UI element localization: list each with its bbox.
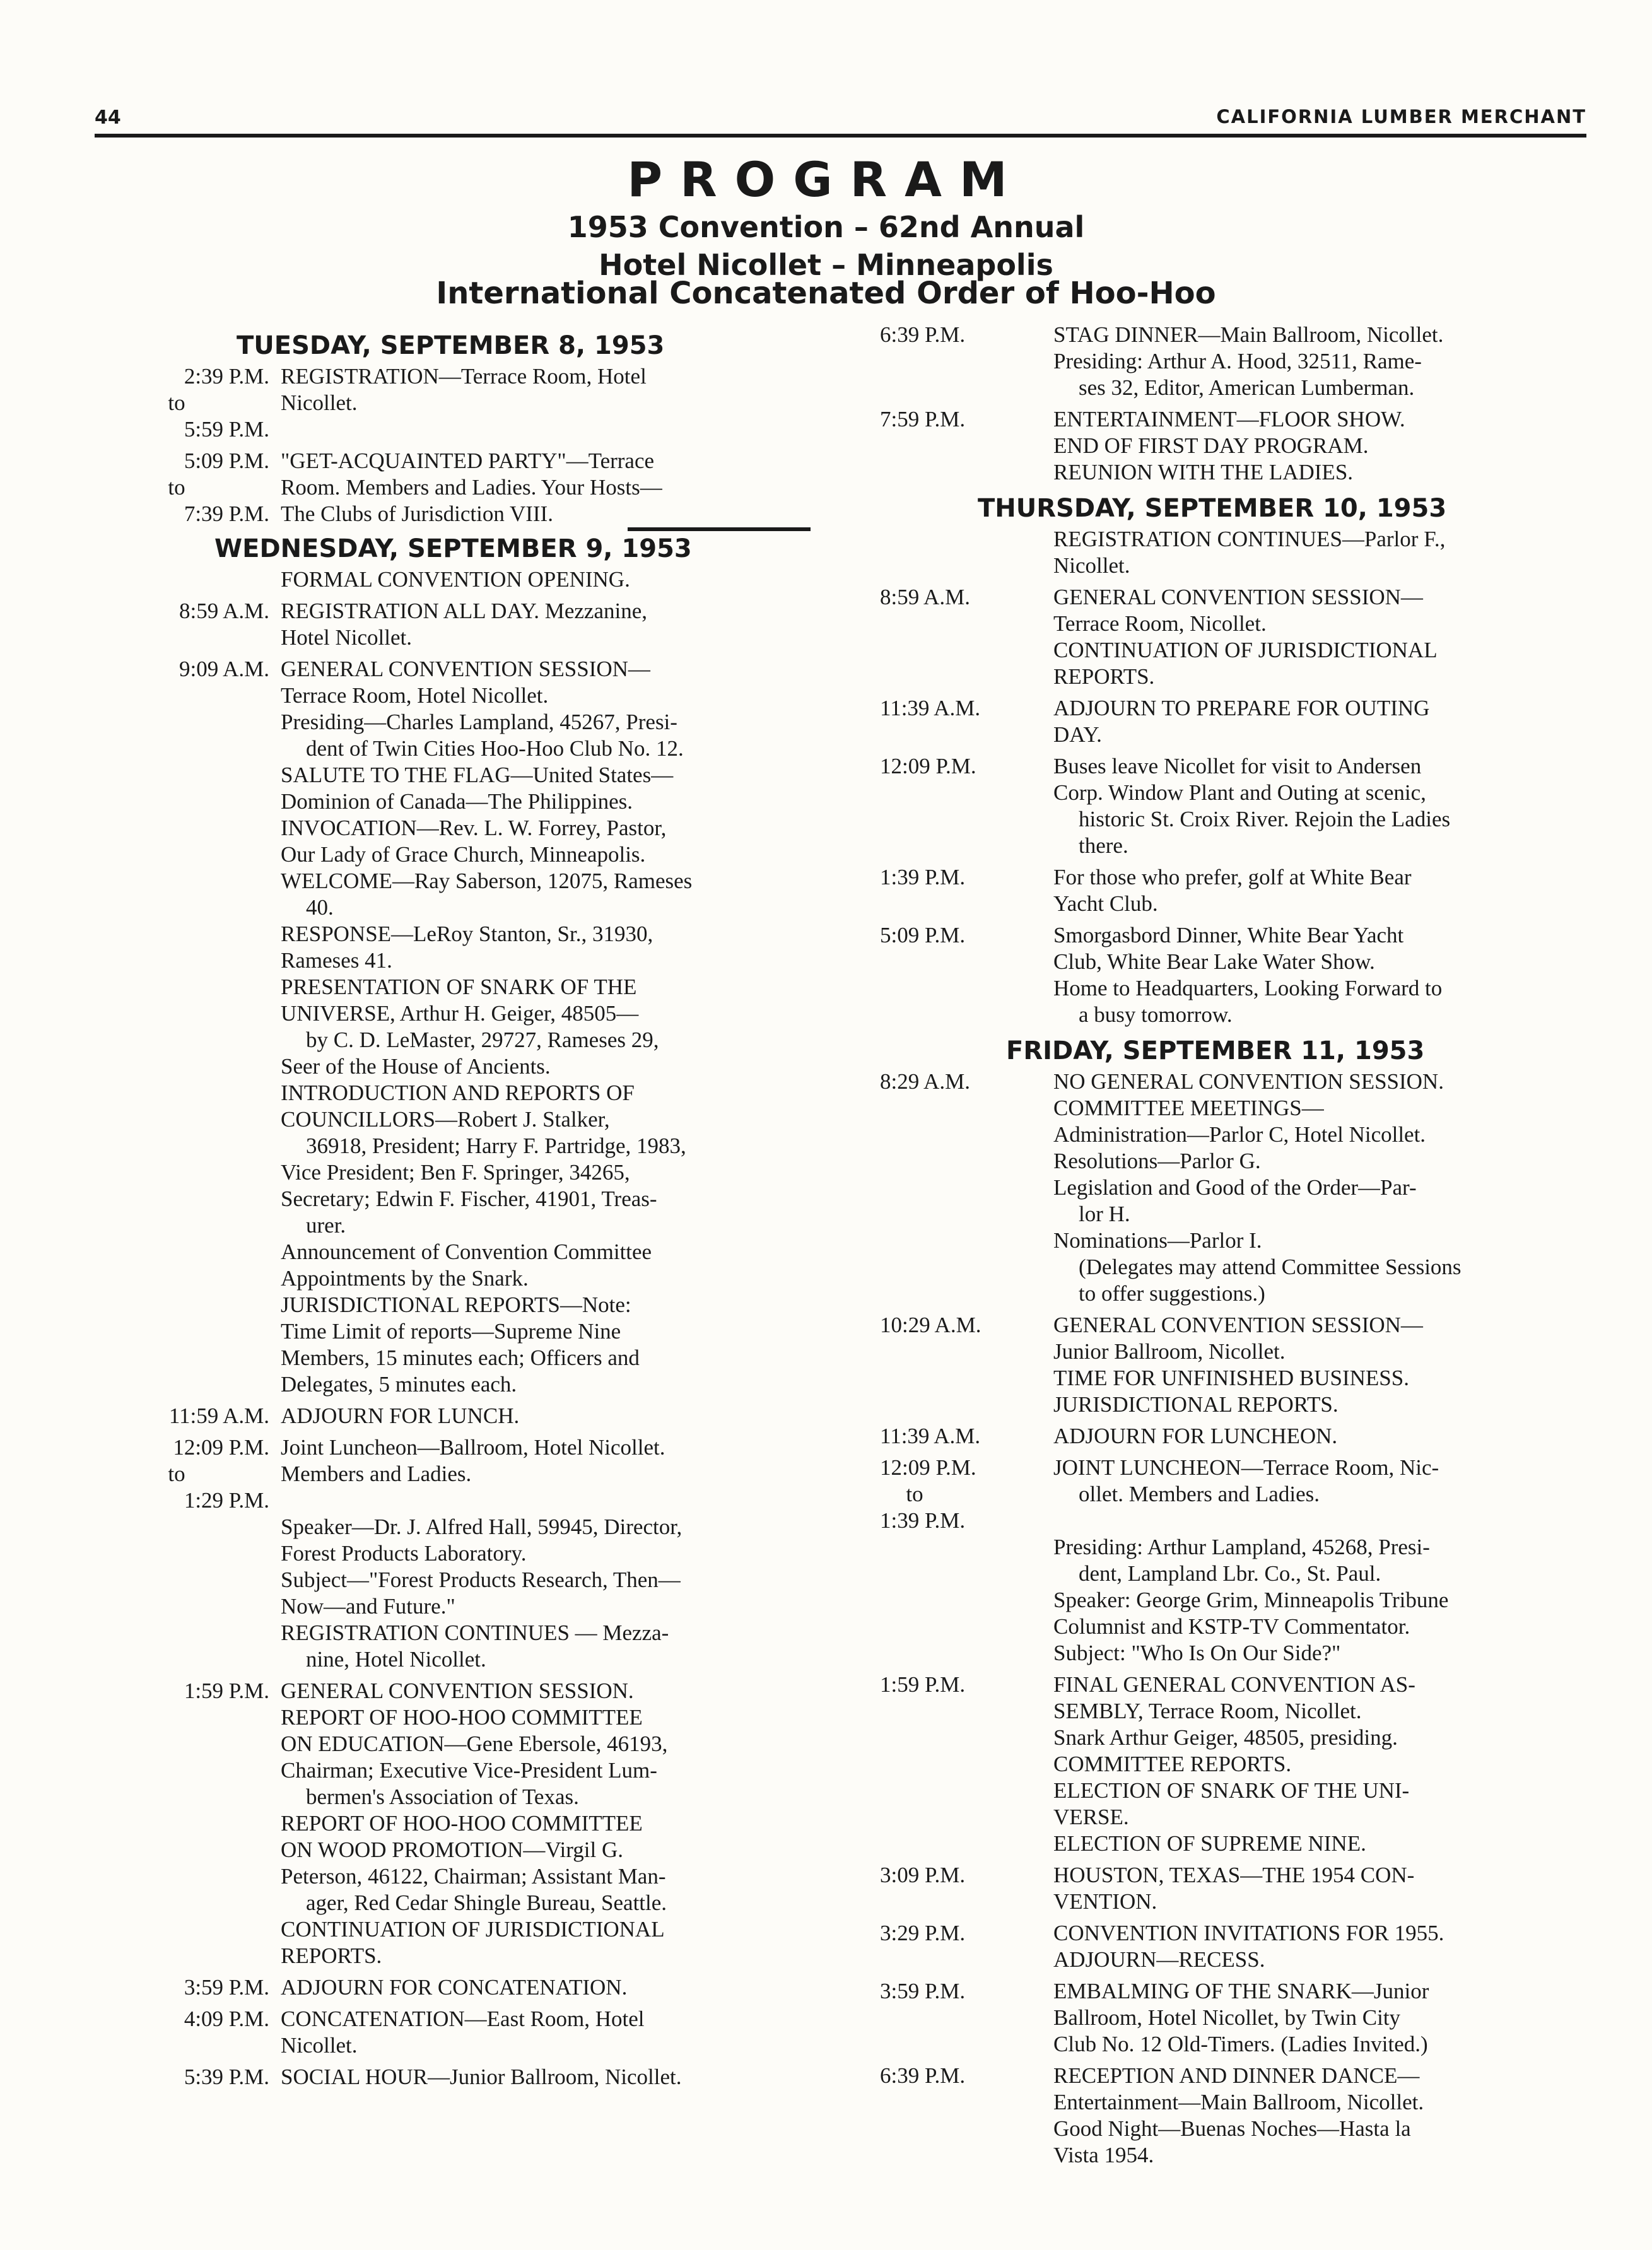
- detail-line: ollet. Members and Ladies.: [1079, 1482, 1320, 1506]
- time-text: 11:39 A.M.: [880, 696, 981, 720]
- entry-details: [1053, 1423, 1567, 1450]
- entry-details: [1053, 406, 1567, 486]
- entry-time: [880, 1069, 1053, 1307]
- schedule-entry: [880, 695, 1567, 748]
- time-text: 1:59 P.M.: [184, 1679, 269, 1703]
- detail-line: Time Limit of reports—Supreme Nine: [281, 1319, 621, 1344]
- detail-line: Junior Ballroom, Nicollet.: [1053, 1339, 1286, 1364]
- detail-line: Entertainment—Main Ballroom, Nicollet.: [1053, 2090, 1424, 2114]
- detail-line: REGISTRATION—Terrace Room, Hotel: [281, 364, 647, 389]
- detail-line: [1053, 1508, 1567, 1534]
- entry-time: [880, 753, 1053, 859]
- detail-line: 36918, President; Harry F. Partridge, 1983,: [306, 1134, 686, 1158]
- schedule-entry: [880, 1423, 1567, 1450]
- entry-time: [880, 1423, 1053, 1450]
- detail-line: CONCATENATION—East Room, Hotel: [281, 2007, 645, 2031]
- detail-line: ADJOURN TO PREPARE FOR OUTING: [1053, 696, 1430, 720]
- detail-line: ADJOURN FOR LUNCH.: [281, 1403, 520, 1428]
- day-heading-tuesday: TUESDAY, SEPTEMBER 8, 1953: [237, 331, 665, 360]
- schedule-entry: [142, 448, 811, 527]
- time-text: 1:59 P.M.: [880, 1672, 966, 1697]
- detail-line: ELECTION OF SNARK OF THE UNI-: [1053, 1778, 1410, 1803]
- detail-line: END OF FIRST DAY PROGRAM.: [1053, 433, 1369, 458]
- detail-line: dent of Twin Cities Hoo-Hoo Club No. 12.: [306, 736, 684, 761]
- detail-line: REPORTS.: [281, 1943, 382, 1968]
- detail-line: there.: [1079, 833, 1128, 858]
- schedule-entry: [880, 1978, 1567, 2058]
- schedule-entry: [880, 1455, 1567, 1667]
- detail-line: Nicollet.: [1053, 553, 1130, 578]
- magazine-title: CALIFORNIA LUMBER MERCHANT: [1216, 106, 1586, 127]
- detail-line: Speaker: George Grim, Minneapolis Tribune: [1053, 1588, 1449, 1612]
- detail-line: COMMITTEE REPORTS.: [1053, 1752, 1292, 1776]
- time-text: 3:09 P.M.: [880, 1863, 966, 1887]
- detail-line: Room. Members and Ladies. Your Hosts—: [281, 475, 662, 500]
- detail-line: ELECTION OF SUPREME NINE.: [1053, 1831, 1366, 1856]
- entry-time: [142, 566, 281, 593]
- time-text: 6:39 P.M.: [880, 2063, 966, 2088]
- entry-details: [1053, 584, 1567, 690]
- schedule-entry: [142, 1974, 811, 2001]
- entry-details: [281, 598, 811, 651]
- time-text: 8:59 A.M.: [179, 599, 269, 623]
- detail-line: Delegates, 5 minutes each.: [281, 1372, 517, 1397]
- detail-line: REGISTRATION ALL DAY. Mezzanine,: [281, 599, 648, 623]
- detail-line: Ballroom, Hotel Nicollet, by Twin City: [1053, 2005, 1401, 2030]
- detail-line: SOCIAL HOUR—Junior Ballroom, Nicollet.: [281, 2065, 682, 2089]
- entry-details: [281, 448, 811, 527]
- entry-time: [880, 1312, 1053, 1418]
- detail-line: REUNION WITH THE LADIES.: [1053, 460, 1354, 484]
- entry-time: [142, 2064, 281, 2090]
- detail-line: SALUTE TO THE FLAG—United States—: [281, 763, 674, 787]
- schedule-entry: [880, 1312, 1567, 1418]
- detail-line: CONTINUATION OF JURISDICTIONAL: [281, 1917, 665, 1942]
- time-text: to: [168, 475, 185, 500]
- detail-line: ager, Red Cedar Shingle Bureau, Seattle.: [306, 1890, 667, 1915]
- detail-line: Subject—"Forest Products Research, Then—: [281, 1567, 681, 1592]
- entry-time: [880, 322, 1053, 401]
- entry-time: [142, 448, 281, 527]
- detail-line: INVOCATION—Rev. L. W. Forrey, Pastor,: [281, 816, 667, 840]
- schedule-entry: [880, 584, 1567, 690]
- entry-time: [142, 1434, 281, 1673]
- entry-time: [880, 584, 1053, 690]
- detail-line: Presiding: Arthur Lampland, 45268, Presi-: [1053, 1535, 1430, 1559]
- entry-details: [281, 1403, 811, 1429]
- organization-line: International Concatenated Order of Hoo-Hoo: [436, 276, 1216, 311]
- detail-line: 40.: [306, 895, 334, 920]
- entry-details: [281, 2064, 811, 2090]
- detail-line: CONTINUATION OF JURISDICTIONAL: [1053, 638, 1438, 662]
- entry-time: [142, 1403, 281, 1429]
- detail-line: by C. D. LeMaster, 29727, Rameses 29,: [306, 1028, 659, 1052]
- detail-line: Terrace Room, Nicollet.: [1053, 611, 1267, 636]
- entry-time: [880, 1978, 1053, 2058]
- entry-details: [1053, 695, 1567, 748]
- detail-line: FINAL GENERAL CONVENTION AS-: [1053, 1672, 1415, 1697]
- entry-details: [281, 363, 811, 443]
- entry-details: [1053, 1672, 1567, 1857]
- schedule-entry: [880, 864, 1567, 917]
- page-header: [95, 88, 1586, 138]
- detail-line: Club, White Bear Lake Water Show.: [1053, 949, 1375, 974]
- entry-details: [281, 1678, 811, 1969]
- entry-time: [880, 2063, 1053, 2169]
- detail-line: TIME FOR UNFINISHED BUSINESS.: [1053, 1366, 1409, 1390]
- schedule-entry: [142, 1678, 811, 1969]
- detail-line: lor H.: [1079, 1202, 1130, 1226]
- detail-line: GENERAL CONVENTION SESSION.: [281, 1679, 634, 1703]
- detail-line: Rameses 41.: [281, 948, 392, 973]
- detail-line: Vice President; Ben F. Springer, 34265,: [281, 1160, 630, 1185]
- entry-details: [281, 566, 811, 593]
- detail-line: GENERAL CONVENTION SESSION—: [1053, 585, 1423, 609]
- detail-line: JOINT LUNCHEON—Terrace Room, Nic-: [1053, 1455, 1439, 1480]
- detail-line: ADJOURN—RECESS.: [1053, 1947, 1265, 1972]
- detail-line: ses 32, Editor, American Lumberman.: [1079, 375, 1415, 400]
- day-heading-thursday: THURSDAY, SEPTEMBER 10, 1953: [978, 494, 1447, 523]
- time-text: 6:39 P.M.: [880, 322, 966, 347]
- detail-line: (Delegates may attend Committee Sessions: [1079, 1255, 1462, 1279]
- detail-line: Columnist and KSTP-TV Commentator.: [1053, 1614, 1410, 1639]
- detail-line: Administration—Parlor C, Hotel Nicollet.: [1053, 1122, 1426, 1147]
- entry-time: [880, 406, 1053, 486]
- time-text: 7:39 P.M.: [184, 501, 269, 526]
- schedule-entry: [142, 598, 811, 651]
- time-text: 1:39 P.M.: [880, 1508, 966, 1533]
- detail-line: ON EDUCATION—Gene Ebersole, 46193,: [281, 1731, 668, 1756]
- schedule-entry: [142, 566, 811, 593]
- schedule-entry: [880, 322, 1567, 401]
- detail-line: FORMAL CONVENTION OPENING.: [281, 567, 630, 592]
- detail-line: Snark Arthur Geiger, 48505, presiding.: [1053, 1725, 1398, 1750]
- detail-line: NO GENERAL CONVENTION SESSION.: [1053, 1069, 1444, 1094]
- detail-line: Nominations—Parlor I.: [1053, 1228, 1262, 1253]
- detail-line: Legislation and Good of the Order—Par-: [1053, 1175, 1417, 1200]
- detail-line: Yacht Club.: [1053, 891, 1158, 916]
- detail-line: REGISTRATION CONTINUES—Parlor F.,: [1053, 527, 1446, 551]
- schedule-entry: [142, 2006, 811, 2059]
- detail-line: Club No. 12 Old-Timers. (Ladies Invited.): [1053, 2032, 1428, 2056]
- detail-line: Vista 1954.: [1053, 2143, 1154, 2167]
- detail-line: bermen's Association of Texas.: [306, 1784, 579, 1809]
- entry-details: [1053, 526, 1567, 579]
- schedule-entry: [880, 1672, 1567, 1857]
- time-text: 8:29 A.M.: [880, 1069, 970, 1094]
- entry-details: [1053, 1862, 1567, 1915]
- time-text: 5:09 P.M.: [880, 923, 966, 947]
- time-text: 5:09 P.M.: [184, 448, 269, 473]
- detail-line: GENERAL CONVENTION SESSION—: [281, 657, 650, 681]
- entry-time: [142, 656, 281, 1398]
- detail-line: RESPONSE—LeRoy Stanton, Sr., 31930,: [281, 922, 653, 946]
- detail-line: Corp. Window Plant and Outing at scenic,: [1053, 780, 1426, 805]
- detail-line: Presiding: Arthur A. Hood, 32511, Rame-: [1053, 349, 1422, 373]
- entry-time: [142, 2006, 281, 2059]
- detail-line: ADJOURN FOR LUNCHEON.: [1053, 1424, 1338, 1448]
- schedule-entry: [880, 922, 1567, 1028]
- schedule-entry: [142, 1434, 811, 1673]
- time-text: to: [168, 1462, 185, 1486]
- entry-details: [281, 1434, 811, 1673]
- detail-line: COMMITTEE MEETINGS—: [1053, 1096, 1324, 1120]
- detail-line: REPORT OF HOO-HOO COMMITTEE: [281, 1705, 643, 1730]
- entry-time: [142, 1678, 281, 1969]
- detail-line: Members, 15 minutes each; Officers and: [281, 1345, 640, 1370]
- detail-line: GENERAL CONVENTION SESSION—: [1053, 1313, 1423, 1337]
- detail-line: historic St. Croix River. Rejoin the Ladies: [1079, 807, 1451, 831]
- detail-line: [281, 1487, 811, 1514]
- detail-line: Terrace Room, Hotel Nicollet.: [281, 683, 549, 708]
- time-text: 5:39 P.M.: [184, 2065, 269, 2089]
- detail-line: VERSE.: [1053, 1805, 1129, 1829]
- time-text: 5:59 P.M.: [184, 417, 269, 442]
- detail-line: EMBALMING OF THE SNARK—Junior: [1053, 1979, 1429, 2003]
- detail-line: Home to Headquarters, Looking Forward to: [1053, 976, 1443, 1000]
- detail-line: REPORT OF HOO-HOO COMMITTEE: [281, 1811, 643, 1836]
- entry-time: [880, 864, 1053, 917]
- entry-time: [880, 1672, 1053, 1857]
- detail-line: For those who prefer, golf at White Bear: [1053, 865, 1412, 889]
- time-text: 12:09 P.M.: [173, 1435, 269, 1460]
- program-title-block: [0, 151, 1652, 311]
- time-text: [142, 566, 269, 593]
- detail-line: Presiding—Charles Lampland, 45267, Presi-: [281, 710, 677, 734]
- detail-line: Appointments by the Snark.: [281, 1266, 529, 1291]
- entry-details: [1053, 1312, 1567, 1418]
- detail-line: WELCOME—Ray Saberson, 12075, Rameses: [281, 869, 693, 893]
- time-text: 4:09 P.M.: [184, 2007, 269, 2031]
- time-text: 11:39 A.M.: [880, 1424, 981, 1448]
- detail-line: to offer suggestions.): [1079, 1281, 1265, 1306]
- detail-line: Buses leave Nicollet for visit to Andersen: [1053, 754, 1422, 778]
- entry-details: [281, 1974, 811, 2001]
- entry-details: [1053, 753, 1567, 859]
- detail-line: HOUSTON, TEXAS—THE 1954 CON-: [1053, 1863, 1415, 1887]
- detail-line: PRESENTATION OF SNARK OF THE: [281, 975, 637, 999]
- detail-line: nine, Hotel Nicollet.: [306, 1647, 486, 1672]
- entry-details: [281, 2006, 811, 2059]
- detail-line: REPORTS.: [1053, 664, 1155, 689]
- schedule-entry: [880, 753, 1567, 859]
- program-title: PROGRAM: [627, 151, 1025, 208]
- detail-line: INTRODUCTION AND REPORTS OF: [281, 1081, 635, 1105]
- day-heading-wednesday: WEDNESDAY, SEPTEMBER 9, 1953: [214, 534, 692, 563]
- detail-line: VENTION.: [1053, 1889, 1157, 1914]
- entry-time: [880, 526, 1053, 579]
- detail-line: CONVENTION INVITATIONS FOR 1955.: [1053, 1921, 1444, 1945]
- detail-line: UNIVERSE, Arthur H. Geiger, 48505—: [281, 1001, 639, 1026]
- detail-line: Members and Ladies.: [281, 1462, 472, 1486]
- time-text: 3:59 P.M.: [184, 1975, 269, 2000]
- detail-line: Nicollet.: [281, 2033, 358, 2058]
- detail-line: Hotel Nicollet.: [281, 625, 413, 650]
- detail-line: "GET-ACQUAINTED PARTY"—Terrace: [281, 448, 655, 473]
- page-number: 44: [95, 107, 121, 129]
- time-text: 2:39 P.M.: [184, 364, 269, 389]
- detail-line: The Clubs of Jurisdiction VIII.: [281, 501, 553, 526]
- detail-line: Smorgasbord Dinner, White Bear Yacht: [1053, 923, 1404, 947]
- detail-line: Nicollet.: [281, 390, 358, 415]
- detail-line: Joint Luncheon—Ballroom, Hotel Nicollet.: [281, 1435, 665, 1460]
- detail-line: Our Lady of Grace Church, Minneapolis.: [281, 842, 646, 867]
- entry-details: [281, 656, 811, 1398]
- detail-line: REGISTRATION CONTINUES — Mezza-: [281, 1620, 669, 1645]
- entry-time: [880, 1862, 1053, 1915]
- time-text: 12:09 P.M.: [880, 754, 976, 778]
- schedule-entry: [880, 1069, 1567, 1307]
- detail-line: JURISDICTIONAL REPORTS.: [1053, 1392, 1339, 1417]
- detail-line: Seer of the House of Ancients.: [281, 1054, 551, 1079]
- entry-time: [880, 1455, 1053, 1667]
- right-column: [880, 322, 1567, 2174]
- time-text: 9:09 A.M.: [179, 657, 269, 681]
- detail-line: STAG DINNER—Main Ballroom, Nicollet.: [1053, 322, 1444, 347]
- schedule-entry: [880, 1920, 1567, 1973]
- time-text: [880, 526, 1053, 553]
- entry-details: [1053, 322, 1567, 401]
- time-text: 8:59 A.M.: [880, 585, 970, 609]
- schedule-entry: [880, 1862, 1567, 1915]
- detail-line: COUNCILLORS—Robert J. Stalker,: [281, 1107, 610, 1132]
- entry-time: [142, 1974, 281, 2001]
- entry-details: [1053, 1978, 1567, 2058]
- detail-line: Resolutions—Parlor G.: [1053, 1149, 1261, 1173]
- schedule-entry: [142, 363, 811, 443]
- detail-line: ENTERTAINMENT—FLOOR SHOW.: [1053, 407, 1405, 431]
- entry-time: [142, 363, 281, 443]
- detail-line: Forest Products Laboratory.: [281, 1541, 527, 1566]
- entry-details: [1053, 2063, 1567, 2169]
- left-column: [142, 328, 811, 2095]
- day-heading-friday: FRIDAY, SEPTEMBER 11, 1953: [1006, 1036, 1425, 1065]
- time-text: 12:09 P.M.: [880, 1455, 976, 1480]
- time-text: 3:29 P.M.: [880, 1921, 966, 1945]
- detail-line: Dominion of Canada—The Philippines.: [281, 789, 633, 814]
- entry-details: [1053, 1455, 1567, 1667]
- entry-details: [1053, 922, 1567, 1028]
- time-text: to: [168, 390, 185, 415]
- schedule-entry: [142, 2064, 811, 2090]
- detail-line: Good Night—Buenas Noches—Hasta la: [1053, 2116, 1411, 2141]
- time-text: to: [906, 1482, 923, 1506]
- detail-line: Speaker—Dr. J. Alfred Hall, 59945, Director,: [281, 1515, 682, 1539]
- detail-line: Peterson, 46122, Chairman; Assistant Man-: [281, 1864, 666, 1889]
- time-text: 10:29 A.M.: [880, 1313, 981, 1337]
- detail-line: urer.: [306, 1213, 346, 1238]
- detail-line: ON WOOD PROMOTION—Virgil G.: [281, 1837, 623, 1862]
- detail-line: Announcement of Convention Committee: [281, 1239, 652, 1264]
- entry-time: [142, 598, 281, 651]
- entry-details: [1053, 864, 1567, 917]
- time-text: 1:29 P.M.: [184, 1488, 269, 1513]
- time-text: 1:39 P.M.: [880, 865, 966, 889]
- schedule-entry: [880, 406, 1567, 486]
- convention-line: 1953 Convention – 62nd Annual: [567, 210, 1085, 244]
- schedule-entry: [142, 656, 811, 1398]
- detail-line: Now—and Future.": [281, 1594, 455, 1619]
- time-text: 3:59 P.M.: [880, 1979, 966, 2003]
- schedule-entry: [880, 526, 1567, 579]
- detail-line: Subject: "Who Is On Our Side?": [1053, 1641, 1341, 1665]
- detail-line: RECEPTION AND DINNER DANCE—: [1053, 2063, 1420, 2088]
- schedule-entry: [880, 2063, 1567, 2169]
- detail-line: SEMBLY, Terrace Room, Nicollet.: [1053, 1699, 1362, 1723]
- entry-time: [880, 1920, 1053, 1973]
- detail-line: JURISDICTIONAL REPORTS—Note:: [281, 1292, 631, 1317]
- entry-time: [880, 695, 1053, 748]
- detail-line: Secretary; Edwin F. Fischer, 41901, Treas-: [281, 1187, 657, 1211]
- detail-line: dent, Lampland Lbr. Co., St. Paul.: [1079, 1561, 1381, 1586]
- venue-line: Hotel Nicollet – Minneapolis: [599, 248, 1053, 282]
- detail-line: Chairman; Executive Vice-President Lum-: [281, 1758, 657, 1783]
- detail-line: ADJOURN FOR CONCATENATION.: [281, 1975, 628, 2000]
- entry-details: [1053, 1069, 1567, 1307]
- time-text: 7:59 P.M.: [880, 407, 966, 431]
- schedule-entry: [142, 1403, 811, 1429]
- entry-time: [880, 922, 1053, 1028]
- detail-line: a busy tomorrow.: [1079, 1002, 1233, 1027]
- detail-line: DAY.: [1053, 722, 1102, 747]
- time-text: 11:59 A.M.: [168, 1403, 269, 1428]
- entry-details: [1053, 1920, 1567, 1973]
